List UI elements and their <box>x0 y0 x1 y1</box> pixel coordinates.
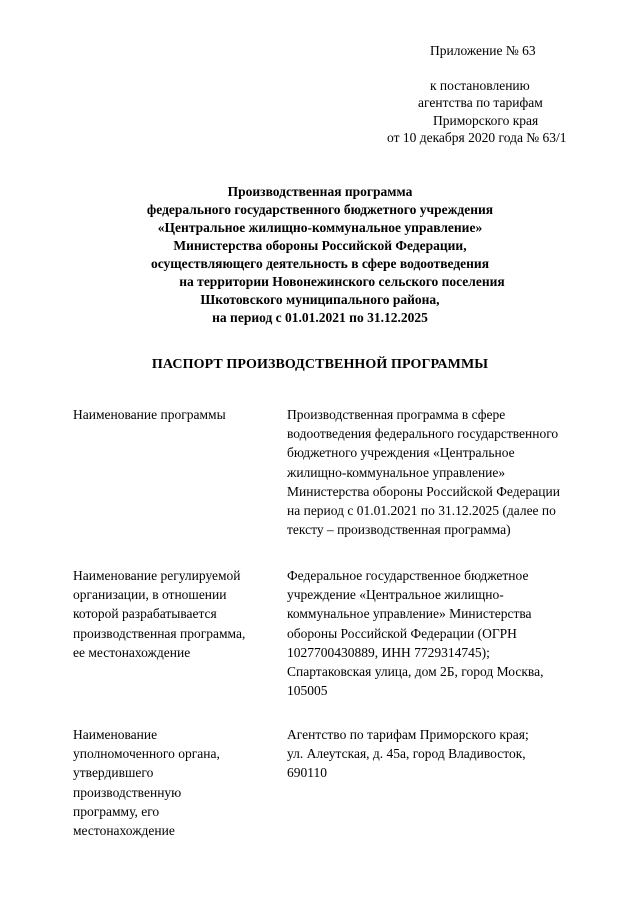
label-line: организации, в отношении <box>73 587 227 603</box>
label-line: утвердившего <box>73 765 154 781</box>
passport-row-value <box>287 566 607 700</box>
appendix-line: от 10 декабря 2020 года № 63/1 <box>387 130 567 145</box>
label-line: производственную <box>73 784 182 800</box>
passport-row-label <box>73 566 273 662</box>
value-line: бюджетного учреждения «Центральное <box>287 445 515 461</box>
label-line: местонахождение <box>73 823 175 839</box>
value-line: Производственная программа в сфере <box>287 407 506 422</box>
value-line: обороны Российской Федерации (ОГРН <box>287 625 517 641</box>
document-title <box>0 183 640 327</box>
passport-row-value <box>287 405 607 539</box>
passport-row-label <box>73 405 273 424</box>
appendix-line: к постановлению <box>430 77 530 93</box>
appendix-block <box>380 42 620 147</box>
title-line: Министерства обороны Российской Федерации, <box>173 238 467 253</box>
appendix-number: Приложение № 63 <box>430 43 536 58</box>
value-line: тексту – производственная программа) <box>287 522 511 538</box>
value-line: Спартаковская улица, дом 2Б, город Москва, <box>287 664 544 680</box>
label-line: Наименование регулируемой <box>73 568 241 583</box>
appendix-spacer <box>380 60 620 77</box>
value-line: 1027700430889, ИНН 7729314745); <box>287 644 490 660</box>
label-line: Наименование <box>73 727 158 742</box>
passport-heading: ПАСПОРТ ПРОИЗВОДСТВЕННОЙ ПРОГРАММЫ <box>151 357 489 372</box>
title-line: на территории Новонежинского сельского поселения <box>179 274 505 289</box>
value-line: учреждение «Центральное жилищно- <box>287 587 504 603</box>
title-line: «Центральное жилищно-коммунальное управление» <box>157 220 483 235</box>
label-line: производственная программа, <box>73 625 246 641</box>
title-line: осуществляющего деятельность в сфере водоотведения <box>150 256 490 271</box>
title-line: Производственная программа <box>227 184 413 199</box>
value-line: 690110 <box>287 765 327 781</box>
value-line: коммунальное управление» Министерства <box>287 606 532 622</box>
value-line: 105005 <box>287 683 328 699</box>
title-line: Шкотовского муниципального района, <box>200 292 440 307</box>
title-line: на период с 01.01.2021 по 31.12.2025 <box>212 310 428 325</box>
label-line: программу, его <box>73 803 160 819</box>
value-line: водоотведения федерального государственного <box>287 426 559 442</box>
appendix-line: агентства по тарифам <box>418 95 543 110</box>
value-line: на период с 01.01.2021 по 31.12.2025 (далее по <box>287 503 556 519</box>
value-line: Министерства обороны Российской Федерации <box>287 483 560 499</box>
label-line: ее местонахождение <box>73 644 191 660</box>
value-line: Агентство по тарифам Приморского края; <box>287 727 529 742</box>
title-line: федерального государственного бюджетного учреждения <box>146 202 494 217</box>
value-line: жилищно-коммунальное управление» <box>287 464 506 480</box>
passport-row-label <box>73 725 273 840</box>
label-line: уполномоченного органа, <box>73 746 220 762</box>
value-line: ул. Алеутская, д. 45а, город Владивосток, <box>287 746 526 762</box>
label-line: которой разрабатывается <box>73 606 217 622</box>
passport-row-value <box>287 725 607 783</box>
label-line: Наименование программы <box>73 407 226 422</box>
appendix-line: Приморского края <box>433 112 539 128</box>
value-line: Федеральное государственное бюджетное <box>287 568 529 583</box>
